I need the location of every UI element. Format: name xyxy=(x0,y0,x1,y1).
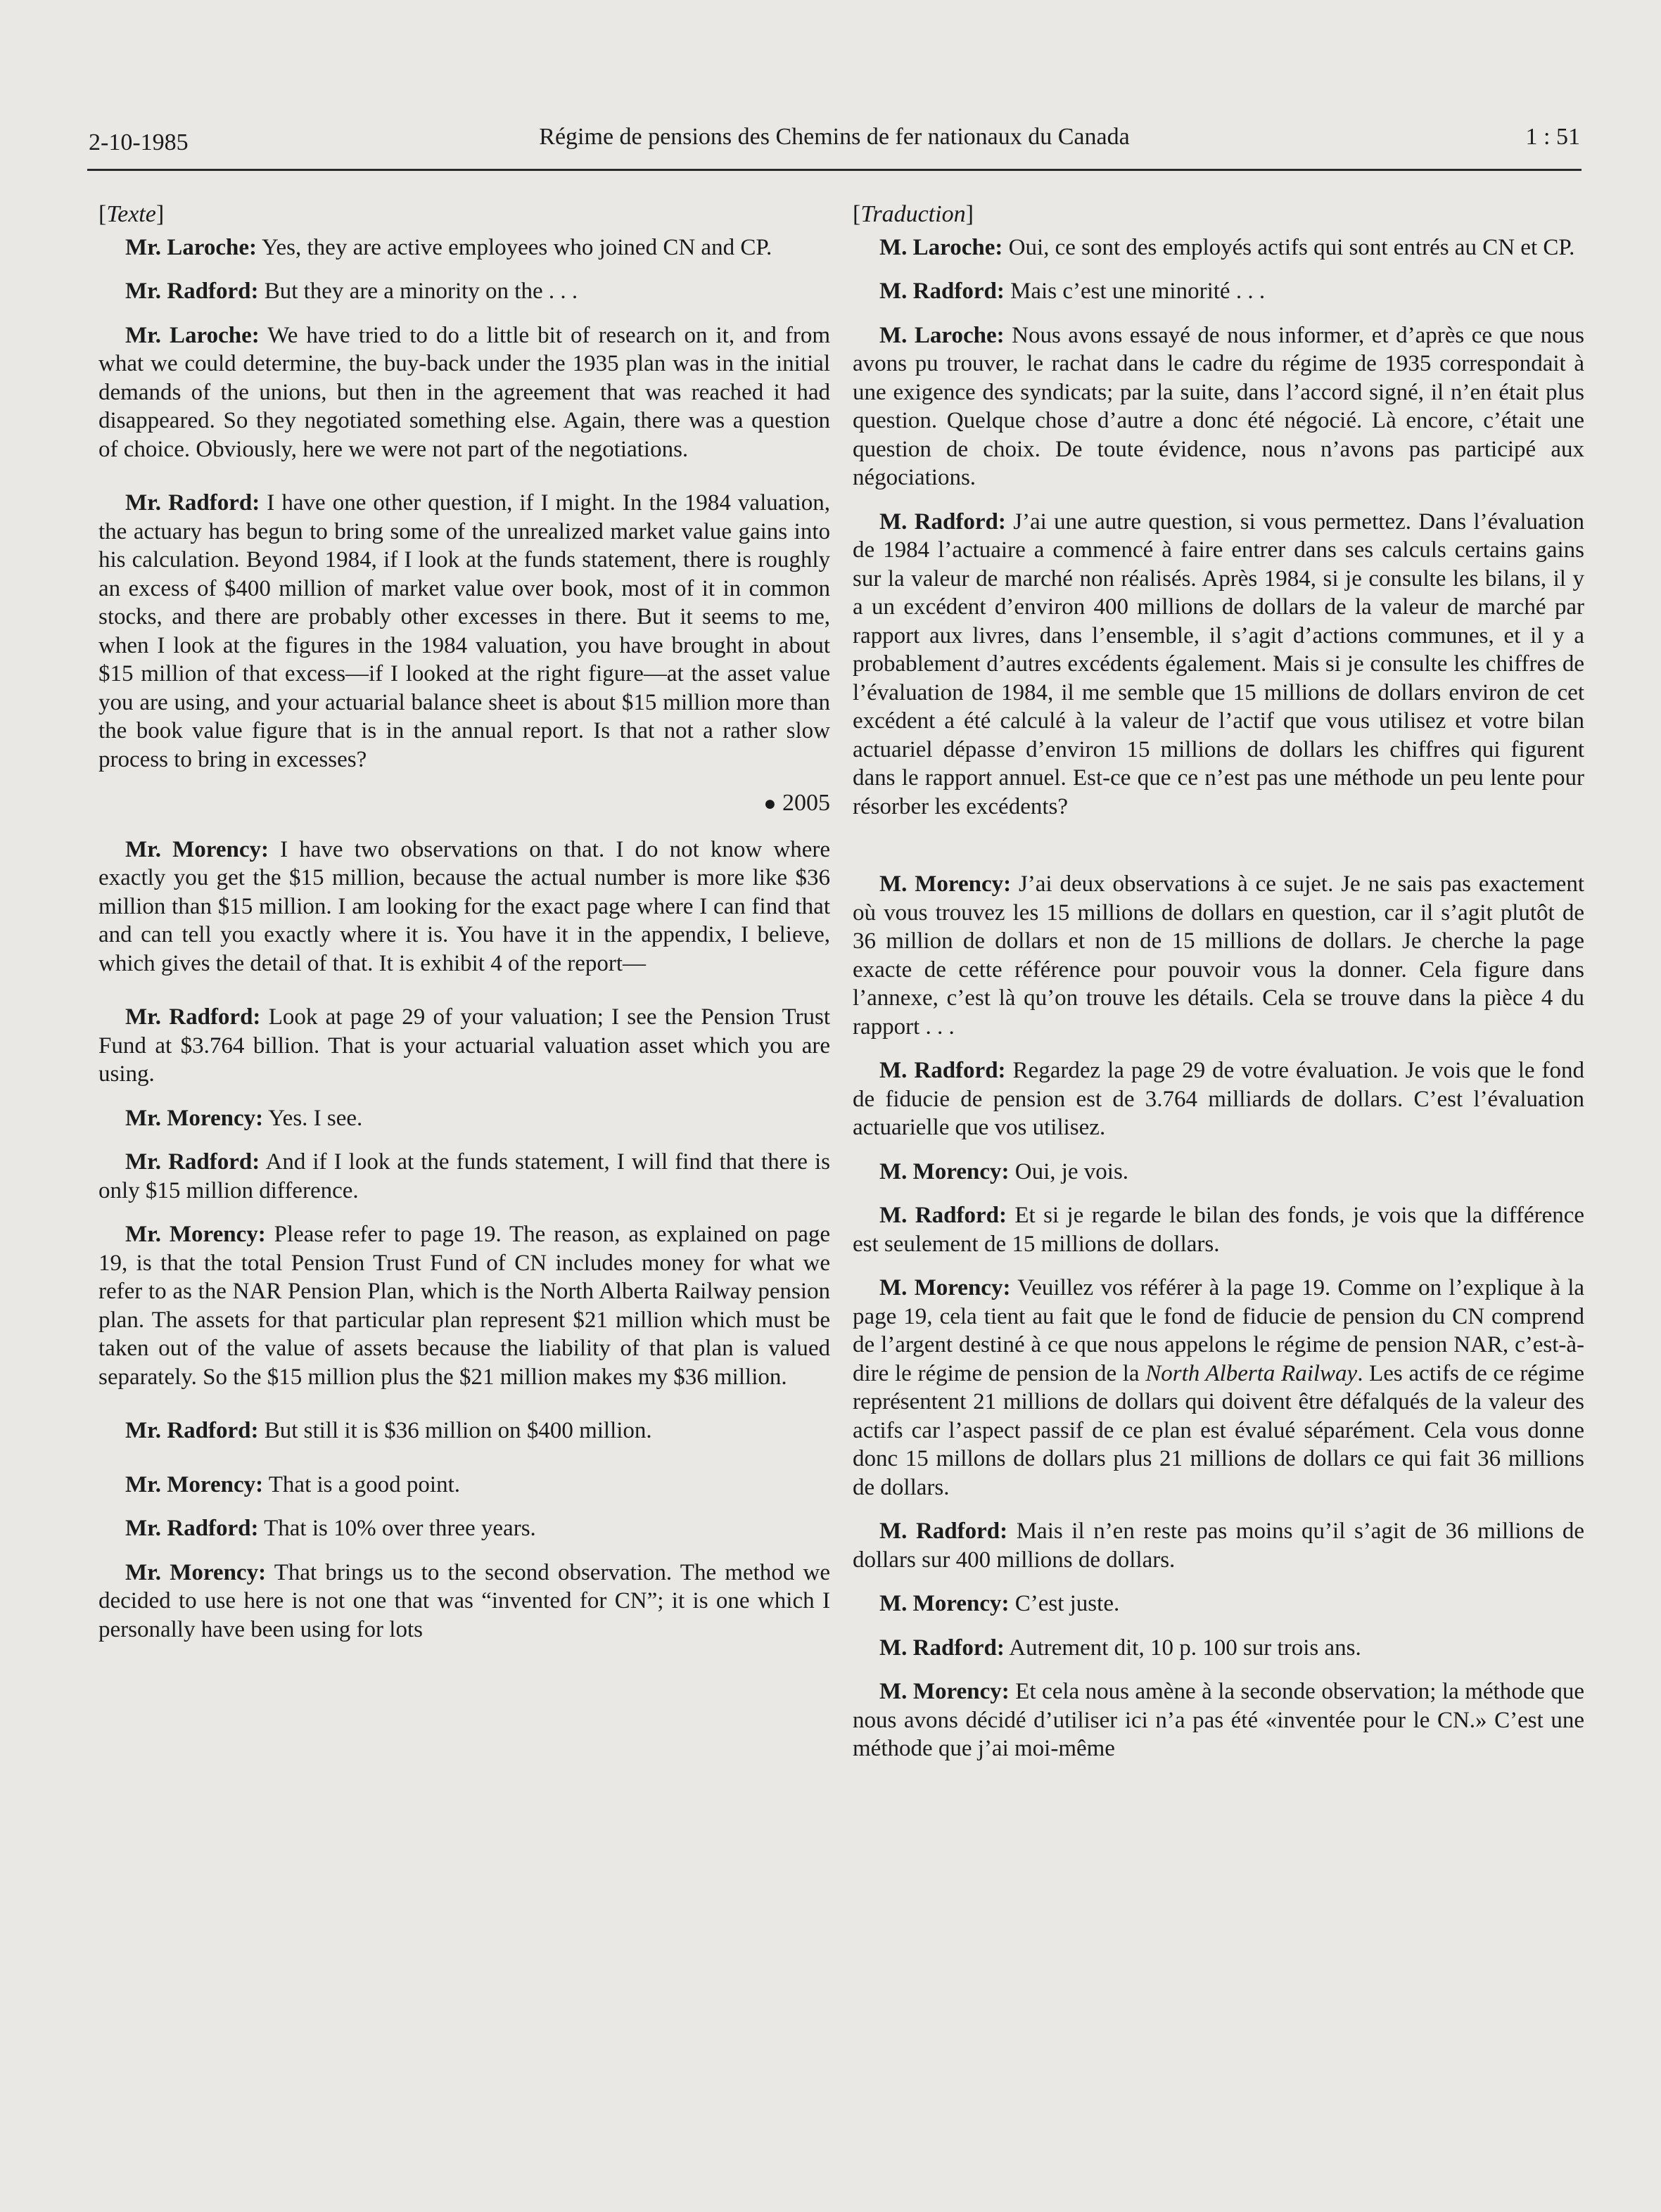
paragraph: Mr. Morency: Yes. I see. xyxy=(125,1105,363,1131)
paragraph: M. Morency: Veuillez vos référer à la page 19. Comme on l’explique à la page 19, cela tient au fait que le fond de fiducie de pension du CN comprend de l’argent destiné à ce que nous appelons le régime de pension NAR, c’est-à-dire le régime de pension de la North Alberta Railway. Les actifs de ce régime représentent 21 millions de dollars qui doivent être défalqués de la valeur des actifs car l’aspect passif de ce plan est évalué séparément. Cela vous donne donc 15 millons de dollars plus 21 millions de dollars ce qui fait 36 millions de dollars. xyxy=(853,1275,1585,1500)
header-title: Régime de pensions des Chemins de fer nationaux du Canada xyxy=(539,124,1130,150)
speaker-name: Mr. Laroche: xyxy=(125,234,257,260)
speaker-name: Mr. Radford: xyxy=(125,1418,259,1443)
page-header xyxy=(89,124,1580,159)
speaker-name: Mr. Morency: xyxy=(125,1105,264,1131)
speaker-name: M. Morency: xyxy=(879,1679,1010,1704)
speaker-name: M. Radford: xyxy=(879,1058,1006,1083)
paragraph: M. Morency: Oui, je vois. xyxy=(879,1158,1129,1184)
time-marker: ● 2005 xyxy=(763,790,830,816)
speaker-name: M. Radford: xyxy=(879,1635,1005,1661)
paragraph: Mr. Radford: But they are a minority on the . . . xyxy=(125,279,578,304)
paragraph: M. Morency: Et cela nous amène à la seconde observation; la méthode que nous avons décidé d’utiliser ici n’a pas été «inventée pour le CN.» C’est une méthode que j’ai moi-même xyxy=(853,1679,1585,1761)
paragraph: M. Radford: Regardez la page 29 de votre évaluation. Je vois que le fond de fiducie de pension est de 3.764 milliards de dollars. C’est l’évaluation actuarielle que vos utilisez. xyxy=(853,1058,1585,1140)
speaker-name: Mr. Radford: xyxy=(125,1516,259,1541)
header-date: 2-10-1985 xyxy=(89,129,189,155)
section-tag: [Texte] xyxy=(98,201,165,227)
paragraph: M. Radford: Mais il n’en reste pas moins qu’il s’agit de 36 millions de dollars sur 400 millions de dollars. xyxy=(853,1519,1585,1573)
paragraph: Mr. Radford: Look at page 29 of your valuation; I see the Pension Trust Fund at $3.764 billion. That is your actuarial valuation asset which you are using. xyxy=(98,1004,830,1087)
paragraph: Mr. Morency: That is a good point. xyxy=(125,1471,460,1497)
paragraph: Mr. Radford: That is 10% over three years. xyxy=(125,1516,536,1541)
section-tag: [Traduction] xyxy=(853,201,974,227)
speaker-name: M. Radford: xyxy=(879,1519,1008,1544)
speaker-name: M. Laroche: xyxy=(879,322,1005,348)
paragraph: M. Radford: Mais c’est une minorité . . . xyxy=(879,279,1266,304)
paragraph: Mr. Laroche: We have tried to do a little bit of research on it, and from what we could determine, the buy-back under the 1935 plan was in the initial demands of the unions, but then in the agreement that was reached it had disappeared. So they negotiated something else. Again, there was a question of choice. Obviously, here we were not part of the negotiations. xyxy=(98,322,831,462)
french-column xyxy=(853,200,1584,1779)
speaker-name: Mr. Morency: xyxy=(125,1559,267,1585)
speaker-name: M. Morency: xyxy=(879,1158,1010,1184)
paragraph: M. Laroche: Oui, ce sont des employés actifs qui sont entrés au CN et CP. xyxy=(879,234,1575,260)
paragraph: M. Laroche: Nous avons essayé de nous informer, et d’après ce que nous avons pu trouver, le rachat dans le cadre du régime de 1935 correspondait à une exigence des syndicats; par la suite, dans l’accord signé, il n’en était plus question. Quelque chose d’autre a donc été négocié. Là encore, c’était une question de choix. De toute évidence, nous n’avons pas participé aux négociations. xyxy=(853,322,1585,490)
paragraph: M. Radford: Autrement dit, 10 p. 100 sur trois ans. xyxy=(879,1635,1361,1661)
speaker-name: M. Radford: xyxy=(879,279,1005,304)
paragraph: M. Morency: J’ai deux observations à ce sujet. Je ne sais pas exactement où vous trouvez les 15 millions de dollars en question, car il s’agit plutôt de 36 million de dollars et non de 15 millions de dollars. Je cherche la page exacte de cette référence pour pouvoir vous la donner. Cela figure dans l’annexe, c’est là qu’on trouve les détails. Cela se trouve dans la pièce 4 du rapport . . . xyxy=(853,871,1585,1040)
paragraph: Mr. Radford: I have one other question, if I might. In the 1984 valuation, the actuary has begun to bring some of the unrealized market value gains into his calculation. Beyond 1984, if I look at the funds statement, there is roughly an excess of $400 million of market value over book, most of it in common stocks, and there are probably other excesses in there. But it seems to me, when I look at the figures in the 1984 valuation, you have brought in about $15 million of that excess—if I looked at the right figure—at the asset value you are using, and your actuarial balance sheet is about $15 million more than the book value figure that is in the annual report. Is that not a rather slow process to bring in excesses? xyxy=(98,490,830,772)
paragraph: Mr. Radford: And if I look at the funds statement, I will find that there is only $15 million difference. xyxy=(98,1149,831,1203)
header-rule xyxy=(87,169,1582,171)
paragraph: Mr. Morency: I have two observations on that. I do not know where exactly you get the $15 million, because the actual number is more like $36 million than $15 million. I am looking for the exact page where I can find that and can tell you exactly where it is. You have it in the appendix, I believe, which gives the detail of that. It is exhibit 4 of the report— xyxy=(98,836,831,976)
paragraph: Mr. Radford: But still it is $36 million on $400 million. xyxy=(125,1418,652,1443)
speaker-name: Mr. Radford: xyxy=(125,1149,260,1175)
speaker-name: M. Morency: xyxy=(879,1275,1011,1300)
speaker-name: Mr. Morency: xyxy=(125,836,269,862)
paragraph: Mr. Morency: Please refer to page 19. The reason, as explained on page 19, is that the total Pension Trust Fund of CN includes money for what we refer to as the NAR Pension Plan, which is the North Alberta Railway pension plan. The assets for that particular plan represent $21 million which must be taken out of the value of assets because the liability of that plan is valued separately. So the $15 million plus the $21 million makes my $36 million. xyxy=(98,1222,830,1390)
speaker-name: Mr. Radford: xyxy=(125,490,260,516)
speaker-name: M. Laroche: xyxy=(879,234,1003,260)
speaker-name: M. Morency: xyxy=(879,871,1012,897)
speaker-name: M. Radford: xyxy=(879,1203,1007,1228)
speaker-name: Mr. Laroche: xyxy=(125,322,260,348)
header-page-number: 1 : 51 xyxy=(1525,124,1580,150)
speaker-name: M. Radford: xyxy=(879,509,1006,535)
speaker-name: Mr. Morency: xyxy=(125,1471,264,1497)
speaker-name: M. Morency: xyxy=(879,1591,1010,1616)
english-column xyxy=(98,200,830,1659)
paragraph: Mr. Morency: That brings us to the second observation. The method we decided to use here is not one that was “invented for CN”; it is one which I personally have been using for lots xyxy=(98,1559,830,1642)
speaker-name: Mr. Radford: xyxy=(125,1004,261,1030)
paragraph: M. Morency: C’est juste. xyxy=(879,1591,1120,1616)
speaker-name: Mr. Radford: xyxy=(125,279,259,304)
paragraph: M. Radford: Et si je regarde le bilan des fonds, je vois que la différence est seulement de 15 millions de dollars. xyxy=(853,1203,1585,1257)
italic-term: North Alberta Railway xyxy=(1145,1360,1358,1386)
speaker-name: Mr. Morency: xyxy=(125,1222,266,1247)
paragraph: Mr. Laroche: Yes, they are active employees who joined CN and CP. xyxy=(125,234,772,260)
paragraph: M. Radford: J’ai une autre question, si vous permettez. Dans l’évaluation de 1984 l’actuaire a commencé à faire entrer dans ses calculs certains gains sur la valeur de marché non réalisés. Après 1984, si je consulte les bilans, il y a un excédent d’environ 400 millions de dollars de la valeur de marché par rapport aux livres, dans l’ensemble, il s’agit d’actions communes, et il y a probablement d’autres excédents également. Mais si je consulte les chiffres de l’évaluation de 1984, il me semble que 15 millions de dollars environ de cet excédent a été calculé à la valeur de l’actif que vous utilisez et votre bilan actuariel dépasse d’environ 15 millions de dollars les chiffres qui figurent dans le rapport annuel. Est-ce que ce n’est pas une méthode un peu lente pour résorber les excédents? xyxy=(853,509,1585,819)
